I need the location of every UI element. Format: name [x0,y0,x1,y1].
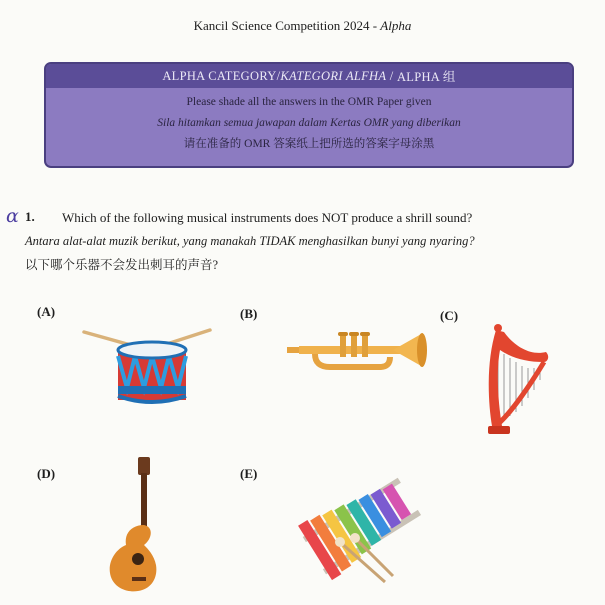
option-a-label[interactable]: (A) [37,304,56,319]
category-en: ALPHA CATEGORY/ [162,68,281,83]
competition-title: Kancil Science Competition 2024 [193,18,370,33]
drum-icon[interactable] [80,326,215,406]
category-separator: / [386,68,397,83]
category-zh: ALPHA 组 [396,70,456,84]
question-number: 1. [25,209,35,224]
harp-icon[interactable] [482,322,554,438]
question-text-zh: 以下哪个乐器不会发出刺耳的声音? [25,258,219,272]
option-b-label[interactable]: (B) [240,306,258,321]
instruction-en: Please shade all the answers in the OMR Paper given [186,96,432,108]
guitar-icon[interactable] [102,455,160,595]
option-d-label[interactable]: (D) [37,466,56,481]
instruction-zh: 请在准备的 OMR 答案纸上把所选的答案字母涂黑 [183,138,435,150]
instruction-banner [44,62,574,168]
alpha-marker: α [6,205,19,227]
trumpet-icon[interactable] [285,325,430,375]
competition-category: Alpha [380,18,412,33]
instruction-ms: Sila hitamkan semua jawapan dalam Kertas OMR yang diberikan [157,117,461,129]
question-text-ms: Antara alat-alat muzik berikut, yang manakah TIDAK menghasilkan bunyi yang nyaring? [25,234,475,248]
option-e-label[interactable]: (E) [240,466,258,481]
xylophone-icon[interactable] [285,458,430,586]
header-separator: - [369,18,381,33]
banner-instructions [46,88,572,155]
banner-category-row [46,64,572,88]
question-text-en: Which of the following musical instruments does NOT produce a shrill sound? [62,210,473,225]
category-ms: KATEGORI ALFHA [280,68,387,83]
page-header [0,18,605,34]
option-c-label[interactable]: (C) [440,308,459,323]
